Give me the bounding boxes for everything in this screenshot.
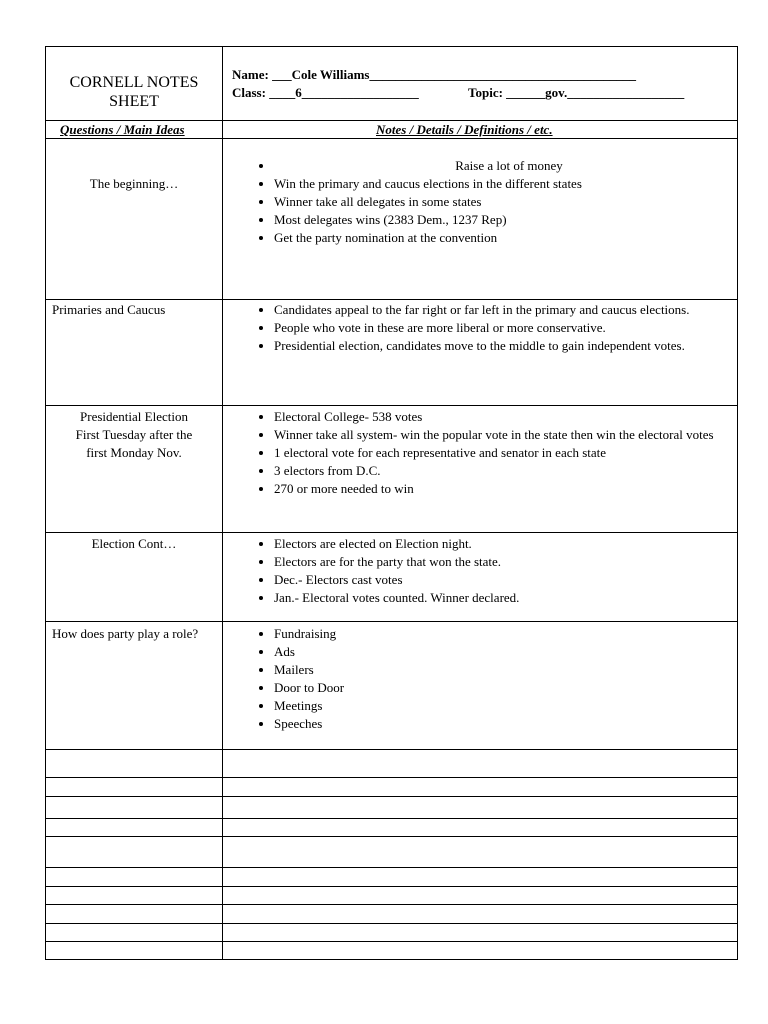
blank-row-divider xyxy=(46,867,737,868)
question-line: Presidential Election xyxy=(80,409,188,424)
notes-list-election-cont xyxy=(246,535,744,607)
note-item: • Electoral College- 538 votes xyxy=(274,408,744,426)
note-item: • Winner take all system- win the popular vote in the state then win the electoral votes xyxy=(274,426,744,444)
note-item: • Dec.- Electors cast votes xyxy=(274,571,744,589)
blank-row-divider xyxy=(46,904,737,905)
notes-column-heading: Notes / Details / Definitions / etc. xyxy=(376,122,553,137)
row-divider xyxy=(46,621,737,622)
sheet-title-line2: SHEET xyxy=(109,93,159,110)
note-item: • 270 or more needed to win xyxy=(274,480,744,498)
column-header-divider xyxy=(46,138,737,139)
note-item: • Presidential election, candidates move to the middle to gain independent votes. xyxy=(274,337,744,355)
topic-value: ______gov.__________________ xyxy=(506,85,685,100)
class-value: ____6__________________ xyxy=(269,85,419,100)
note-item: • Candidates appeal to the far right or far left in the primary and caucus elections. xyxy=(274,301,744,319)
row-divider xyxy=(46,299,737,300)
note-item: • 1 electoral vote for each representative and senator in each state xyxy=(274,444,744,462)
note-item: • Meetings xyxy=(274,697,744,715)
note-item: • Electors are for the party that won the state. xyxy=(274,553,744,571)
note-item: • People who vote in these are more liberal or more conservative. xyxy=(274,319,744,337)
question-primaries-and-caucus: Primaries and Caucus xyxy=(52,302,166,317)
note-item: • Jan.- Electoral votes counted. Winner declared. xyxy=(274,589,744,607)
notes-list-presidential-election xyxy=(246,408,744,498)
note-item: • Fundraising xyxy=(274,625,744,643)
notes-list-primaries xyxy=(246,301,744,355)
sheet-title xyxy=(46,73,222,111)
sheet-title-line1: CORNELL NOTES xyxy=(69,74,199,91)
note-item: • Win the primary and caucus elections in the different states xyxy=(274,175,744,193)
row-divider xyxy=(46,405,737,406)
question-line: First Tuesday after the xyxy=(75,427,193,442)
blank-row-divider xyxy=(46,777,737,778)
topic-line xyxy=(468,85,684,101)
blank-row-divider xyxy=(46,886,737,887)
note-item: • Get the party nomination at the convention xyxy=(274,229,744,247)
question-election-cont: Election Cont… xyxy=(91,536,177,551)
note-item: • Raise a lot of money xyxy=(274,157,744,175)
note-item: • Mailers xyxy=(274,661,744,679)
cornell-notes-sheet xyxy=(45,46,738,960)
note-item: • Electors are elected on Election night. xyxy=(274,535,744,553)
note-item: • Door to Door xyxy=(274,679,744,697)
blank-row-divider xyxy=(46,923,737,924)
note-item: • Winner take all delegates in some states xyxy=(274,193,744,211)
note-item: • Ads xyxy=(274,643,744,661)
class-line xyxy=(232,85,419,101)
note-item: • Most delegates wins (2383 Dem., 1237 Rep) xyxy=(274,211,744,229)
topic-label: Topic: xyxy=(468,85,503,100)
blank-row-divider xyxy=(46,818,737,819)
header-divider xyxy=(46,120,737,121)
name-label: Name: xyxy=(232,67,269,82)
class-label: Class: xyxy=(232,85,266,100)
notes-list-party-role xyxy=(246,625,744,733)
column-divider xyxy=(222,47,223,959)
blank-row-divider xyxy=(46,836,737,837)
question-the-beginning: The beginning… xyxy=(89,176,179,191)
note-item: • 3 electors from D.C. xyxy=(274,462,744,480)
name-value: ___Cole Williams_________________________________________ xyxy=(272,67,636,82)
question-line: first Monday Nov. xyxy=(86,445,182,460)
question-presidential-election xyxy=(46,408,222,462)
blank-row-divider xyxy=(46,796,737,797)
note-item: • Speeches xyxy=(274,715,744,733)
question-party-role: How does party play a role? xyxy=(52,626,199,641)
notes-list-the-beginning xyxy=(246,157,744,247)
questions-column-heading: Questions / Main Ideas xyxy=(60,122,185,137)
blank-row-divider xyxy=(46,941,737,942)
row-divider xyxy=(46,749,737,750)
row-divider xyxy=(46,532,737,533)
name-line xyxy=(232,67,636,83)
